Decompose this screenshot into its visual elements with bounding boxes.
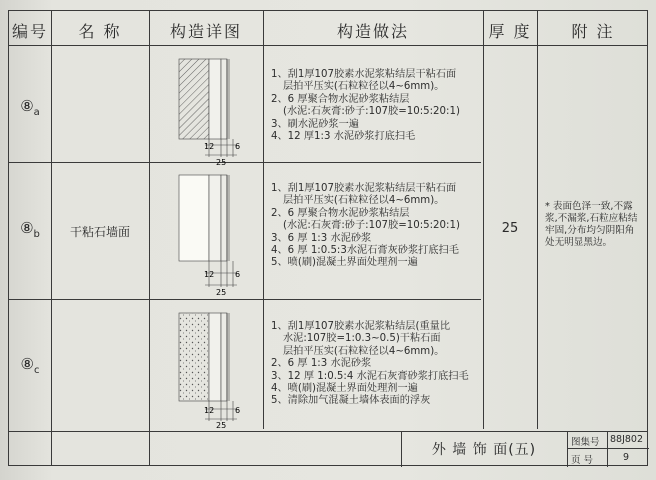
header-thickness: 厚 度	[488, 22, 532, 41]
detail-c	[179, 313, 240, 430]
header-remarks: 附 注	[571, 22, 615, 41]
tb-divider	[607, 431, 608, 467]
detail-b	[179, 175, 240, 297]
detail-a	[179, 59, 240, 167]
header-name: 名 称	[78, 22, 122, 41]
row-code-c: $⑧_c$	[20, 355, 40, 376]
dim-c-12: 12	[204, 406, 215, 415]
atlas-label: 图集号	[571, 437, 600, 448]
construction-table	[8, 10, 648, 466]
dim-a-12: 12	[204, 142, 215, 151]
row-code-b: $⑧_b$	[20, 219, 40, 240]
remarks-text: * 表面色泽一致,不露浆,不漏浆,石粒应粘结牢固,分布均匀阴阳角处无明显黑边。	[545, 201, 638, 248]
detail-drawings	[149, 45, 263, 431]
method-c: 1、刮1厚107胶素水泥浆粘结层(重量比 水泥:107胶=1:0.3~0.5)干粘石面 层拍平压实(石粒粒径以4~6mm)。 2、6 厚 1:3 水泥砂浆 3、12 厚 1:0.5:4 水泥石灰膏砂浆打底扫毛 4、喷(刷)混凝土界面处理剂一遍 5、清除加气混凝土墙体表面的浮灰	[271, 321, 469, 407]
finish-name: 干粘石墙面	[69, 225, 130, 239]
dim-a-6: 6	[235, 142, 241, 151]
dim-b-25: 25	[216, 288, 227, 297]
col-divider	[263, 11, 264, 429]
col-divider	[483, 11, 484, 429]
dim-c-6: 6	[235, 406, 241, 415]
atlas-value: 88J802	[610, 434, 644, 445]
tb-divider	[567, 448, 649, 449]
title-block	[401, 431, 649, 467]
dim-b-6: 6	[235, 270, 241, 279]
header-detail: 构造详图	[169, 22, 242, 41]
header-code: 编号	[11, 22, 48, 41]
dim-b-12: 12	[204, 270, 215, 279]
page-value: 9	[623, 452, 630, 463]
tb-divider	[567, 431, 568, 467]
thickness-value: 25	[501, 221, 519, 236]
method-b: 1、刮1厚107胶素水泥浆粘结层干粘石面 层拍平压实(石粒粒径以4~6mm)。 2、6 厚聚合物水泥砂浆粘结层 (水泥:石灰膏:砂子:107胶=10:5:20:1) 3、6 厚 1:3 水泥砂浆 4、6 厚 1:0.5:3水泥石膏灰砂浆打底扫毛 5、喷(刷)混凝土界面处理剂一遍	[271, 183, 460, 269]
dim-a-25: 25	[216, 158, 227, 167]
header-method: 构造做法	[336, 22, 409, 41]
col-divider	[537, 11, 538, 429]
sheet-title: 外 墙 饰 面(五)	[431, 442, 537, 458]
dim-c-25: 25	[216, 421, 227, 430]
row-code-a: $⑧_a$	[20, 97, 40, 118]
page-label: 页 号	[571, 455, 594, 466]
method-a: 1、刮1厚107胶素水泥浆粘结层干粘石面 层拍平压实(石粒粒径以4~6mm)。 2、6 厚聚合物水泥砂浆粘结层 (水泥:石灰膏:砂子:107胶=10:5:20:1) 3、刷水泥砂浆一遍 4、12 厚1:3 水泥砂浆打底扫毛	[271, 69, 460, 143]
header-divider	[9, 45, 647, 46]
